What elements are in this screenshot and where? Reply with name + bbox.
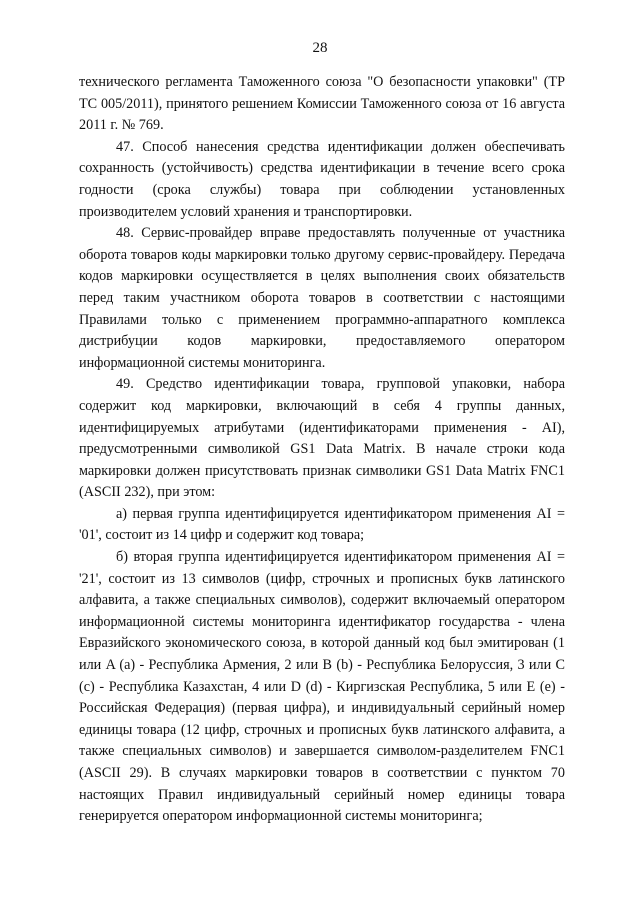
- page-number: 28: [312, 40, 328, 56]
- paragraph-47: 47. Способ нанесения средства идентификации должен обеспечивать сохранность (устойчивость) средства идентификации в течение всего срока годности (срока службы) товара при соблюдении установленных производителем условий хранения и транспортировки.: [79, 138, 565, 220]
- paragraph-48: 48. Сервис-провайдер вправе предоставлять полученные от участника оборота товаров коды маркировки только другому сервис-провайдеру. Передача кодов маркировки осуществляется в целях выполнения своих обязательств перед таким участником оборота товаров в соответствии с настоящими Правилами только с применением программно-аппаратного комплекса дистрибуции кодов маркировки, предоставляемого оператором информационной системы мониторинга.: [79, 225, 565, 371]
- paragraph-49: 49. Средство идентификации товара, групповой упаковки, набора содержит код маркировки, включающий в себя 4 группы данных, идентифицируемых атрибутами (идентификаторами применения - AI), предусмотренными символикой GS1 Data Matrix. В начале строки кода маркировки должен присутствовать признак символики GS1 Data Matrix FNC1 (ASCII 232), при этом:: [79, 376, 565, 501]
- paragraph-continuation: технического регламента Таможенного союза "О безопасности упаковки" (ТР ТС 005/2011), принятого решением Комиссии Таможенного союза от 16 августа 2011 г. № 769.: [79, 74, 565, 134]
- paragraph-49-b: б) вторая группа идентифицируется идентификатором применения AI = '21', состоит из 13 символов (цифр, строчных и прописных букв латинского алфавита, а также специальных символов), содержит включаемый оператором информационной системы мониторинга идентификатор государства - члена Евразийского экономического союза, в которой данный код был эмитирован (1 или A (a) - Республика Армения, 2 или B (b) - Республика Белоруссия, 3 или C (c) - Республика Казахстан, 4 или D (d) - Киргизская Республика, 5 или E (e) - Российская Федерация) (первая цифра), и индивидуальный серийный номер единицы товара (12 цифр, строчных и прописных букв латинского алфавита, а также специальных символов) и завершается символом-разделителем FNC1 (ASCII 29). В случаях маркировки товаров в соответствии с пунктом 70 настоящих Правил индивидуальный серийный номер единицы товара генерируется оператором информационной системы мониторинга;: [79, 549, 565, 825]
- paragraph-49-a: а) первая группа идентифицируется идентификатором применения AI = '01', состоит из 14 цифр и содержит код товара;: [79, 505, 565, 544]
- document-body: [79, 72, 565, 828]
